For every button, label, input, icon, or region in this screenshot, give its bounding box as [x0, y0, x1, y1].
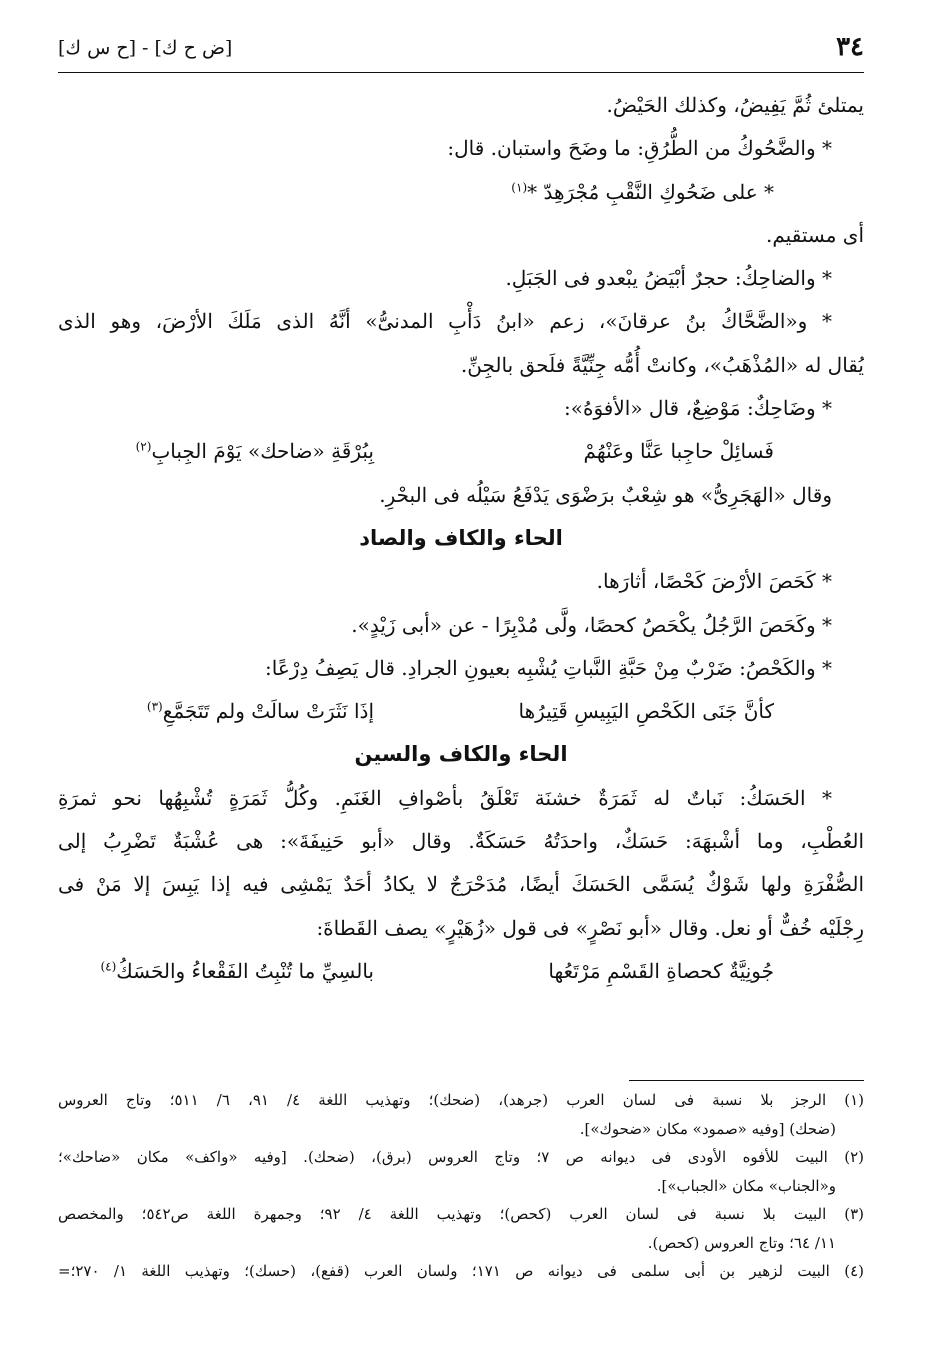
- text-line: * كَحَصَ الأرْضَ كَحْصًا، أثارَها.: [596, 569, 832, 594]
- verse-hemistich: جُونِيَّةٌ كحصاةِ القَسْمِ مَرْتَعُها: [548, 958, 774, 983]
- footnote-line: (ضحك) [وفيه «صمود» مكان «ضحوك»].: [579, 1119, 836, 1138]
- verse-line: [58, 690, 864, 733]
- footnotes: [58, 1086, 864, 1286]
- footnote-marker: (٣): [146, 699, 163, 714]
- main-text: [58, 84, 864, 993]
- footnote-line: (٤) البيت لزهير بن أبى سلمى فى ديوانه ص ١٧١؛ ولسان العرب (قفع)، (حسك)؛ وتهذيب اللغة ١/ ٢٧٠؛=: [58, 1262, 864, 1280]
- text-line: * والضاحِكُ: حجرٌ أبْيَضُ يبْعدو فى الجَبَلِ.: [505, 266, 832, 291]
- text-line: * وضَاحِكٌ: مَوْضِعٌ، قال «الأفوَهُ»:: [564, 396, 832, 421]
- section-heading: الحاء والكاف والصاد: [359, 525, 563, 550]
- verse-hemistich: فَسائِلْ حاجِبا عَنَّا وعَنْهُمْ: [583, 439, 774, 464]
- verse-hemistich: [136, 430, 374, 473]
- verse-text: * على ضَحُوكِ النَّقْبِ مُجْرَهِدّ *: [527, 179, 774, 204]
- footnote-line: ١١/ ٦٤؛ وتاج العروس (كحص).: [647, 1233, 836, 1252]
- footnote-line: و«الجناب» مكان «الجباب»].: [656, 1176, 836, 1195]
- footnote-line: (٣) البيت بلا نسبة فى لسان العرب (كحص)؛ وتهذيب اللغة ٤/ ٩٢؛ وجمهرة اللغة ص٥٤٢؛ والمخصص: [58, 1205, 864, 1223]
- verse-line: [58, 171, 864, 214]
- text-line: * و«الضَّحَّاكُ بنُ عرقانَ»، زعم «ابنُ دَأْبِ المدنىُّ» أنَّهُ الذى مَلَكَ الأرْضَ، وهو الذى: [58, 309, 832, 334]
- page-number: ٣٤: [836, 32, 864, 62]
- verse-hemistich: [100, 950, 374, 993]
- verse-hemistich: [147, 690, 374, 733]
- page-header: [58, 32, 864, 62]
- verse-text: بِبُرْقَةِ «ضاحك» يَوْمَ الجِبابِ: [151, 439, 374, 464]
- text-line: رِجْلَيْه خُفٌّ أو نعل. وقال «أبو نَصْرٍ» فى قول «زُهَيْرٍ» يصف القَطاةَ:: [316, 915, 864, 940]
- section-heading: الحاء والكاف والسين: [354, 742, 568, 767]
- verse-text: إذَا نَثَرَتْ سالَتْ ولم تَتَجَمَّعِ: [162, 699, 374, 724]
- footnote-rule: [629, 1080, 864, 1081]
- text-line: أى مستقيم.: [766, 222, 864, 247]
- footnote-line: (١) الرجز بلا نسبة فى لسان العرب (جرهد)، (ضحك)؛ وتهذيب اللغة ٤/ ٩١، ٦/ ٥١١؛ وتاج العروس: [58, 1091, 864, 1109]
- verse-text: بالسِيِّ ما تُنْبِتُ الفَقْعاءُ والحَسَكُ: [116, 958, 374, 983]
- verse-line: [58, 950, 864, 993]
- running-head: [ض ح ك] - [ح س ك]: [58, 37, 233, 59]
- footnote-marker: (٤): [100, 959, 117, 974]
- text-line: * والضَّحُوكُ من الطُّرُقِ: ما وضَحَ واستبان. قال:: [447, 136, 832, 161]
- text-line: * وكَحَصَ الرَّجُلُ يكْحَصُ كحصًا، ولَّى مُدْبِرًا - عن «أبى زَيْدٍ».: [351, 612, 832, 637]
- footnote-line: (٢) البيت للأفوه الأودى فى ديوانه ص ٧؛ وتاج العروس (برق)، (ضحك). [وفيه «واكف» مكان «ضاحك»؛: [58, 1148, 864, 1166]
- text-line: يُقال له «المُذْهَبُ»، وكانتْ أُمُّه جِنِّيَّةً فلَحق بالجِنِّ.: [460, 352, 864, 377]
- verse-hemistich: كأنَّ جَنَى الكَحْصِ اليَبِيسِ قَتِيرُها: [518, 699, 774, 724]
- text-line: * والكَحْصُ: ضَرْبٌ مِنْ حَبَّةِ النَّباتِ يُشْبِه بعيونِ الجرادِ. قال يَصِفُ دِرْعًا:: [265, 655, 832, 680]
- text-line: وقال «الهَجَرِىُّ» هو شِعْبٌ برَضْوَى يَدْفَعُ سَيْلُه فى البحْرِ.: [379, 482, 832, 507]
- text-line: يمتلئ ثُمَّ يَفِيضُ، وكذلك الحَيْضُ.: [606, 93, 864, 117]
- footnote-marker: (٢): [135, 439, 152, 454]
- text-line: العُطْبِ، وما أشْبهَهَ: حَسَكٌ، واحدَتُهُ حَسَكَةٌ. وقال «أبو حَنِيفَةَ»: هى عُشْبَةٌ تَضْرِبُ إلى: [58, 829, 864, 854]
- text-line: * الحَسَكُ: نَباتٌ له ثَمَرَةٌ خشنَة تَعْلَقُ بأصْوافِ الغَنَمِ. وكُلُّ ثَمَرَةٍ تُشْبِهُها نحو ثمرَةِ: [58, 785, 832, 810]
- book-page: [58, 22, 864, 1342]
- header-rule: [58, 72, 864, 73]
- footnote-marker: (١): [511, 179, 528, 194]
- text-line: الصُّفْرَةِ ولها شَوْكٌ يُسَمَّى الحَسَكَ أيضًا، مُدَحْرَجٌ لا يكادُ أحَدٌ يَمْشِى فيه إذا يَبِسَ إلا مَنْ فى: [58, 872, 864, 897]
- verse-line: [58, 430, 864, 473]
